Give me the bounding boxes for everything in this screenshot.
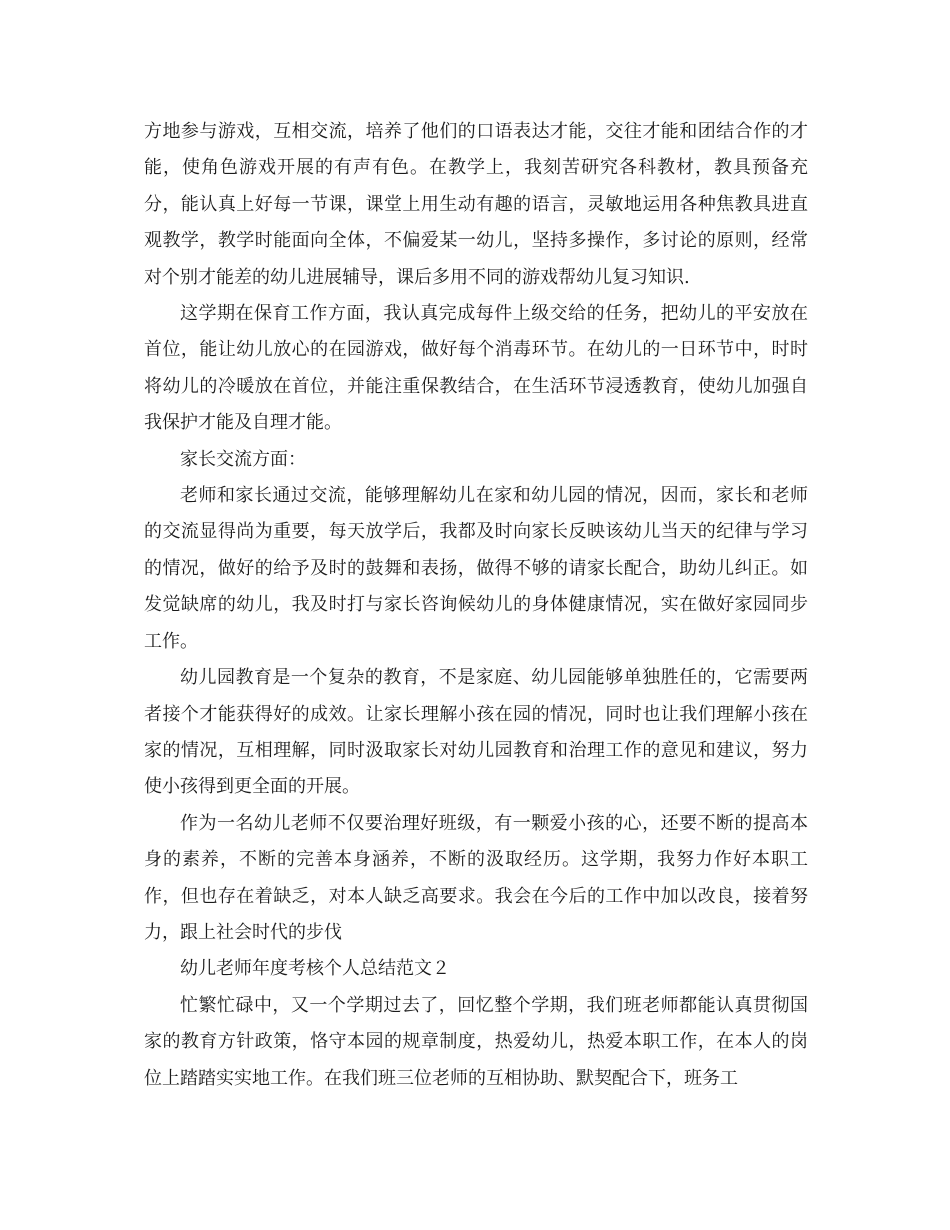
document-body	[144, 114, 808, 1097]
section-heading-sample-2: 幼儿老师年度考核个人总结范文２	[180, 958, 450, 980]
paragraph-continued-teaching: 方地参与游戏，互相交流，培养了他们的口语表达才能，交往才能和团结合作的才能，使角色游戏开展的有声有色。在教学上，我刻苦研究各科教材，教具预备充分，能认真上好每一节课，课堂上用生动有趣的语言，灵敏地运用各种焦教具进直观教学，教学时能面向全体，不偏爱某一幼儿，坚持多操作，多讨论的原则，经常对个别才能差的幼儿进展辅导，课后多用不同的游戏帮幼儿复习知识.	[144, 121, 808, 288]
paragraph-childcare-work: 这学期在保育工作方面，我认真完成每件上级交给的任务，把幼儿的平安放在首位，能让幼儿放心的在园游戏，做好每个消毒环节。在幼儿的一日环节中，时时将幼儿的冷暖放在首位，并能注重保教结合，在生活环节浸透教育，使幼儿加强自我保护才能及自理才能。	[144, 303, 808, 434]
section-heading-parent-communication: 家长交流方面：	[180, 448, 306, 470]
paragraph-parent-teacher-communication: 老师和家长通过交流，能够理解幼儿在家和幼儿园的情况，因而，家长和老师的交流显得尚为重要，每天放学后，我都及时向家长反映该幼儿当天的纪律与学习的情况，做好的给予及时的鼓舞和表扬，做得不够的请家长配合，助幼儿纠正。如发觉缺席的幼儿，我及时打与家长咨询候幼儿的身体健康情况，实在做好家园同步工作。	[144, 485, 808, 652]
paragraph-semester-review: 忙繁忙碌中，又一个学期过去了，回忆整个学期，我们班老师都能认真贯彻国家的教育方针政策，恪守本园的规章制度，热爱幼儿，热爱本职工作，在本人的岗位上踏踏实实地工作。在我们班三位老师的互相协助、默契配合下，班务工	[144, 994, 808, 1089]
paragraph-self-improvement: 作为一名幼儿老师不仅要治理好班级，有一颗爱小孩的心，还要不断的提高本身的素养，不断的完善本身涵养，不断的汲取经历。这学期，我努力作好本职工作，但也存在着缺乏，对本人缺乏高要求。我会在今后的工作中加以改良，接着努力，跟上社会时代的步伐	[144, 812, 808, 943]
paragraph-kindergarten-education: 幼儿园教育是一个复杂的教育，不是家庭、幼儿园能够单独胜任的，它需要两者接个才能获得好的成效。让家长理解小孩在园的情况，同时也让我们理解小孩在家的情况，互相理解，同时汲取家长对幼儿园教育和治理工作的意见和建议，努力使小孩得到更全面的开展。	[144, 667, 808, 798]
